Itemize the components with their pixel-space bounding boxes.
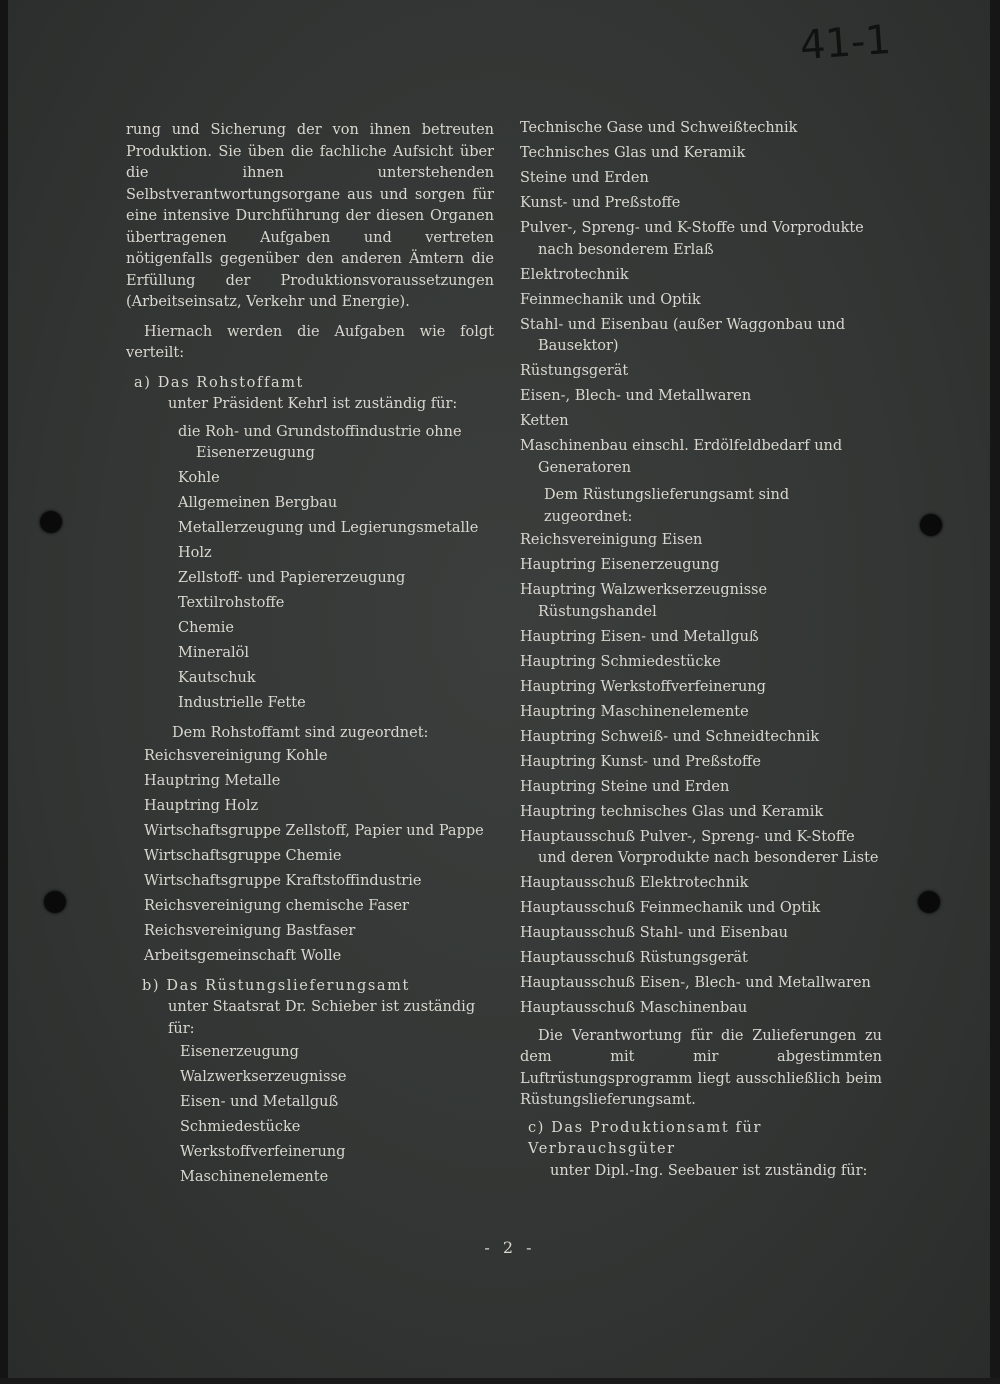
list-item: Technische Gase und Schweißtechnik xyxy=(520,120,798,136)
punch-hole xyxy=(920,514,942,536)
list-item: Wirtschaftsgruppe Kraftstoffindustrie xyxy=(144,873,422,889)
list-item: Maschinenbau einschl. Erdölfeldbedarf und Generatoren xyxy=(520,438,843,476)
punch-hole xyxy=(44,891,66,913)
list-item: die Roh- und Grundstoffindustrie ohne Eisenerzeugung xyxy=(178,423,462,461)
section-b xyxy=(142,976,494,1189)
responsibility-paragraph: Die Verantwortung für die Zulieferungen zu dem mit mir abgestimmten Luftrüstungsprogramm liegt ausschließlich beim Rüstungslieferungsamt. xyxy=(520,1027,882,1108)
section-c xyxy=(528,1118,882,1183)
list-item: Kunst- und Preßstoffe xyxy=(520,195,681,211)
page-number: - 2 - xyxy=(484,1238,536,1257)
list-item: Allgemeinen Bergbau xyxy=(178,495,338,511)
right-column xyxy=(520,118,882,1182)
list-item: Textilrohstoffe xyxy=(178,595,285,611)
section-a-assigned-heading: Dem Rohstoffamt sind zugeordnet: xyxy=(172,724,429,741)
list-item: Hauptring Schmiedestücke xyxy=(520,653,721,670)
list-item: Hauptausschuß Rüstungsgerät xyxy=(520,950,748,966)
section-a-title: a) Das Rohstoffamt xyxy=(134,374,304,391)
list-item: Hauptausschuß Stahl- und Eisenbau xyxy=(520,925,789,941)
list-item: Werkstoffverfeinerung xyxy=(180,1144,346,1160)
list-item: Reichsvereinigung Bastfaser xyxy=(144,923,356,939)
list-item: Chemie xyxy=(178,620,234,636)
list-item: Reichsvereinigung Eisen xyxy=(520,532,703,548)
punch-hole xyxy=(40,511,62,533)
list-item: Mineralöl xyxy=(178,645,249,661)
page-edge-right xyxy=(990,0,1000,1384)
list-item: Steine und Erden xyxy=(520,170,649,186)
punch-hole xyxy=(918,891,940,913)
section-b-subtitle: unter Staatsrat Dr. Schieber ist zuständig für: xyxy=(168,999,476,1037)
list-item: Feinmechanik und Optik xyxy=(520,291,701,308)
section-a-assigned-list xyxy=(144,746,494,968)
list-item: Hauptring Walzwerkserzeugnisse Rüstungshandel xyxy=(520,582,768,620)
page-edge-left xyxy=(0,0,8,1384)
left-column xyxy=(126,120,494,1192)
list-item: Reichsvereinigung chemische Faser xyxy=(144,898,409,914)
section-b-title: b) Das Rüstungslieferungsamt xyxy=(142,977,410,994)
list-item: Industrielle Fette xyxy=(178,695,306,711)
list-item: Hauptring Werkstoffverfeinerung xyxy=(520,678,766,695)
intro-paragraph: rung und Sicherung der von ihnen betreuten Produktion. Sie üben die fachliche Aufsicht über die ihnen unterstehenden Selbstverantwortungsorgane aus und sorgen für eine intensive Durchführung der diesen Organen übertragenen Aufgaben und vertreten nötigenfalls gegenüber den anderen Ämtern die Erfüllung der Produktionsvoraussetzungen (Arbeitseinsatz, Verkehr und Energie). xyxy=(126,122,494,310)
list-item: Hauptring Eisenerzeugung xyxy=(520,557,720,573)
list-item: Schmiedestücke xyxy=(180,1119,301,1135)
list-item: Metallerzeugung und Legierungsmetalle xyxy=(178,520,479,536)
list-item: Walzwerkserzeugnisse xyxy=(180,1069,347,1085)
section-c-subtitle: unter Dipl.-Ing. Seebauer ist zuständig für: xyxy=(550,1162,868,1179)
list-item: Elektrotechnik xyxy=(520,266,629,283)
list-item: Hauptring Eisen- und Metallguß xyxy=(520,628,759,645)
list-item: Hauptring Maschinenelemente xyxy=(520,703,749,720)
list-item: Eisen- und Metallguß xyxy=(180,1094,339,1110)
list-item: Hauptring Metalle xyxy=(144,773,281,789)
list-item: Kautschuk xyxy=(178,670,256,686)
list-item: Hauptausschuß Elektrotechnik xyxy=(520,875,749,891)
section-c-title: c) Das Produktionsamt für Verbrauchsgüter xyxy=(528,1119,762,1157)
section-a-subtitle: unter Präsident Kehrl ist zuständig für: xyxy=(168,396,458,412)
list-item: Reichsvereinigung Kohle xyxy=(144,748,328,764)
list-item: Zellstoff- und Papiererzeugung xyxy=(178,570,406,586)
list-item: Hauptring Holz xyxy=(144,798,259,814)
assigned-list xyxy=(482,530,882,1020)
list-item: Technisches Glas und Keramik xyxy=(520,145,746,161)
list-item: Kohle xyxy=(178,470,220,486)
list-item: Stahl- und Eisenbau (außer Waggonbau und Bausektor) xyxy=(520,316,846,354)
list-item: Hauptring technisches Glas und Keramik xyxy=(520,803,824,820)
section-a xyxy=(134,373,494,968)
list-item: Hauptausschuß Feinmechanik und Optik xyxy=(520,900,821,916)
archive-mark: 41-1 xyxy=(798,16,893,70)
list-item: Hauptausschuß Pulver-, Spreng- und K-Stoffe und deren Vorprodukte nach besonderer Liste xyxy=(520,828,879,866)
list-item: Hauptring Kunst- und Preßstoffe xyxy=(520,753,761,770)
section-b-list xyxy=(180,1042,494,1189)
section-a-list xyxy=(178,422,494,715)
assigned-heading: Dem Rüstungslieferungsamt sind zugeordnet: xyxy=(544,487,790,525)
list-item: Rüstungsgerät xyxy=(520,363,629,379)
list-item: Pulver-, Spreng- und K-Stoffe und Vorprodukte nach besonderem Erlaß xyxy=(520,220,864,258)
list-item: Wirtschaftsgruppe Zellstoff, Papier und Pappe xyxy=(144,823,484,839)
list-item: Ketten xyxy=(520,413,569,429)
right-items-list xyxy=(486,118,882,479)
list-item: Hauptausschuß Maschinenbau xyxy=(520,1000,748,1016)
list-item: Hauptring Schweiß- und Schneidtechnik xyxy=(520,728,820,745)
list-item: Holz xyxy=(178,545,212,561)
list-item: Maschinenelemente xyxy=(180,1169,329,1185)
distribution-paragraph: Hiernach werden die Aufgaben wie folgt verteilt: xyxy=(126,323,494,361)
list-item: Eisen-, Blech- und Metallwaren xyxy=(520,388,752,404)
list-item: Eisenerzeugung xyxy=(180,1044,299,1060)
list-item: Hauptring Steine und Erden xyxy=(520,778,730,795)
page-edge-bottom xyxy=(0,1378,1000,1384)
list-item: Arbeitsgemeinschaft Wolle xyxy=(144,948,342,964)
list-item: Hauptausschuß Eisen-, Blech- und Metallwaren xyxy=(520,975,871,991)
list-item: Wirtschaftsgruppe Chemie xyxy=(144,848,342,864)
